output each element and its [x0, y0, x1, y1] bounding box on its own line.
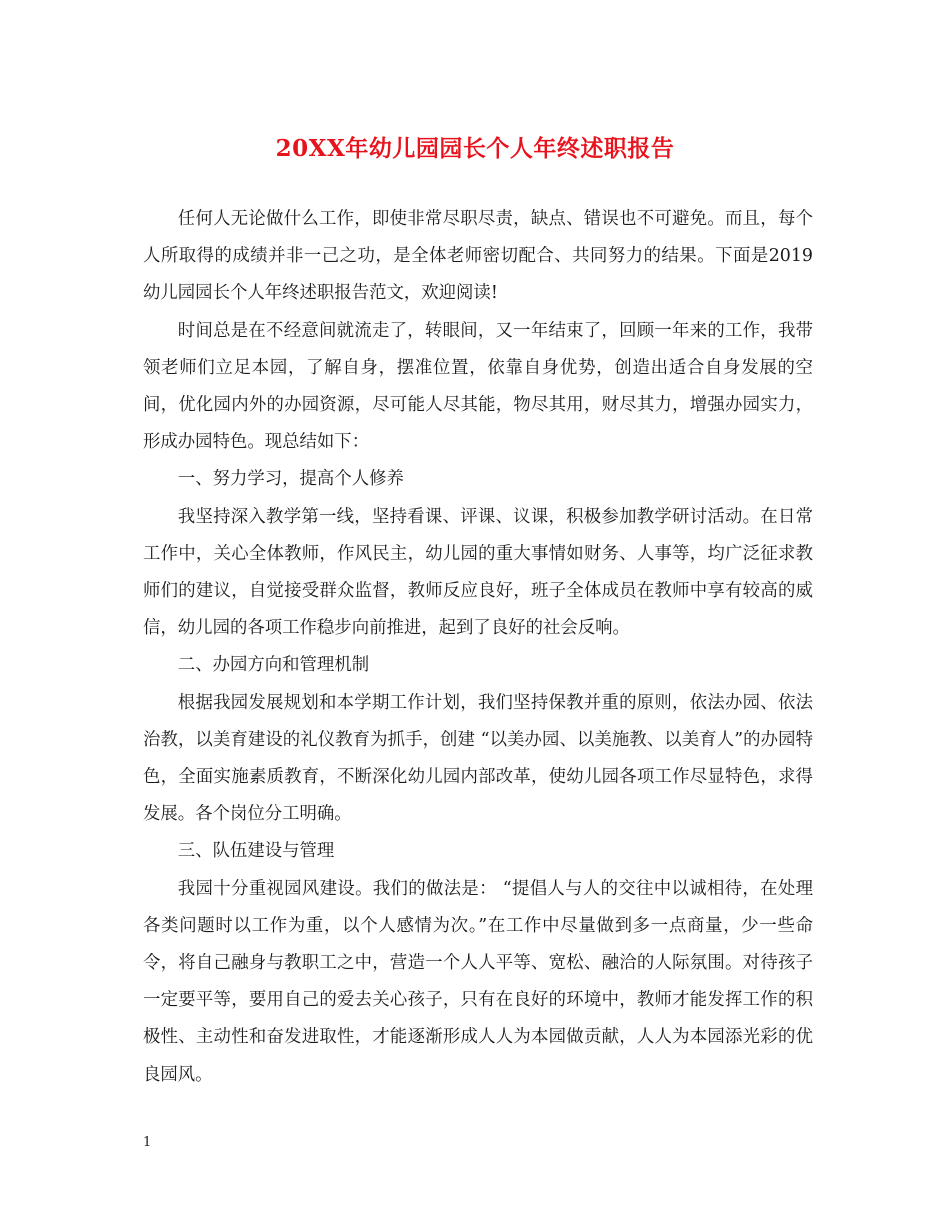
document-body [143, 201, 813, 1094]
section-heading-2: 二、办园方向和管理机制 [177, 655, 370, 676]
page-number: 1 [143, 1135, 152, 1150]
paragraph-section-2: 根据我园发展规划和本学期工作计划，我们坚持保教并重的原则，依法办园、依法治教，以美育建设的礼仪教育为抓手，创建 “以美办园、以美施教、以美育人”的办园特色，全面实施素质教育，不断深化幼儿园内部改革，使幼儿园各项工作尽显特色，求得发展。各个岗位分工明确。 [143, 692, 813, 825]
section-heading-1: 一、努力学习，提高个人修养 [177, 469, 404, 490]
paragraph-intro: 任何人无论做什么工作，即使非常尽职尽责，缺点、错误也不可避免。而且，每个人所取得的成绩并非一己之功，是全体老师密切配合、共同努力的结果。下面是2019幼儿园园长个人年终述职报告范文，欢迎阅读! [143, 209, 813, 304]
paragraph-overview: 时间总是在不经意间就流走了，转眼间，又一年结束了，回顾一年来的工作，我带领老师们立足本园，了解自身，摆准位置，依靠自身优势，创造出适合自身发展的空间，优化园内外的办园资源，尽可能人尽其能，物尽其用，财尽其力，增强办园实力，形成办园特色。现总结如下： [143, 320, 813, 453]
document-title: 20XX年幼儿园园长个人年终述职报告 [275, 135, 675, 162]
section-heading-3: 三、队伍建设与管理 [177, 841, 335, 862]
paragraph-section-3: 我园十分重视园风建设。我们的做法是： “提倡人与人的交往中以诚相待，在处理各类问题时以工作为重，以个人感情为次。”在工作中尽量做到多一点商量，少一些命令，将自己融身与教职工之中，营造一个人人平等、宽松、融洽的人际氛围。对待孩子一定要平等，要用自己的爱去关心孩子，只有在良好的环境中，教师才能发挥工作的积极性、主动性和奋发进取性，才能逐渐形成人人为本园做贡献，人人为本园添光彩的优良园风。 [143, 878, 813, 1085]
paragraph-section-1: 我坚持深入教学第一线，坚持看课、评课、议课，积极参加教学研讨活动。在日常工作中，关心全体教师，作风民主，幼儿园的重大事情如财务、人事等，均广泛征求教师们的建议，自觉接受群众监督，教师反应良好，班子全体成员在教师中享有较高的威信，幼儿园的各项工作稳步向前推进，起到了良好的社会反响。 [143, 506, 813, 639]
